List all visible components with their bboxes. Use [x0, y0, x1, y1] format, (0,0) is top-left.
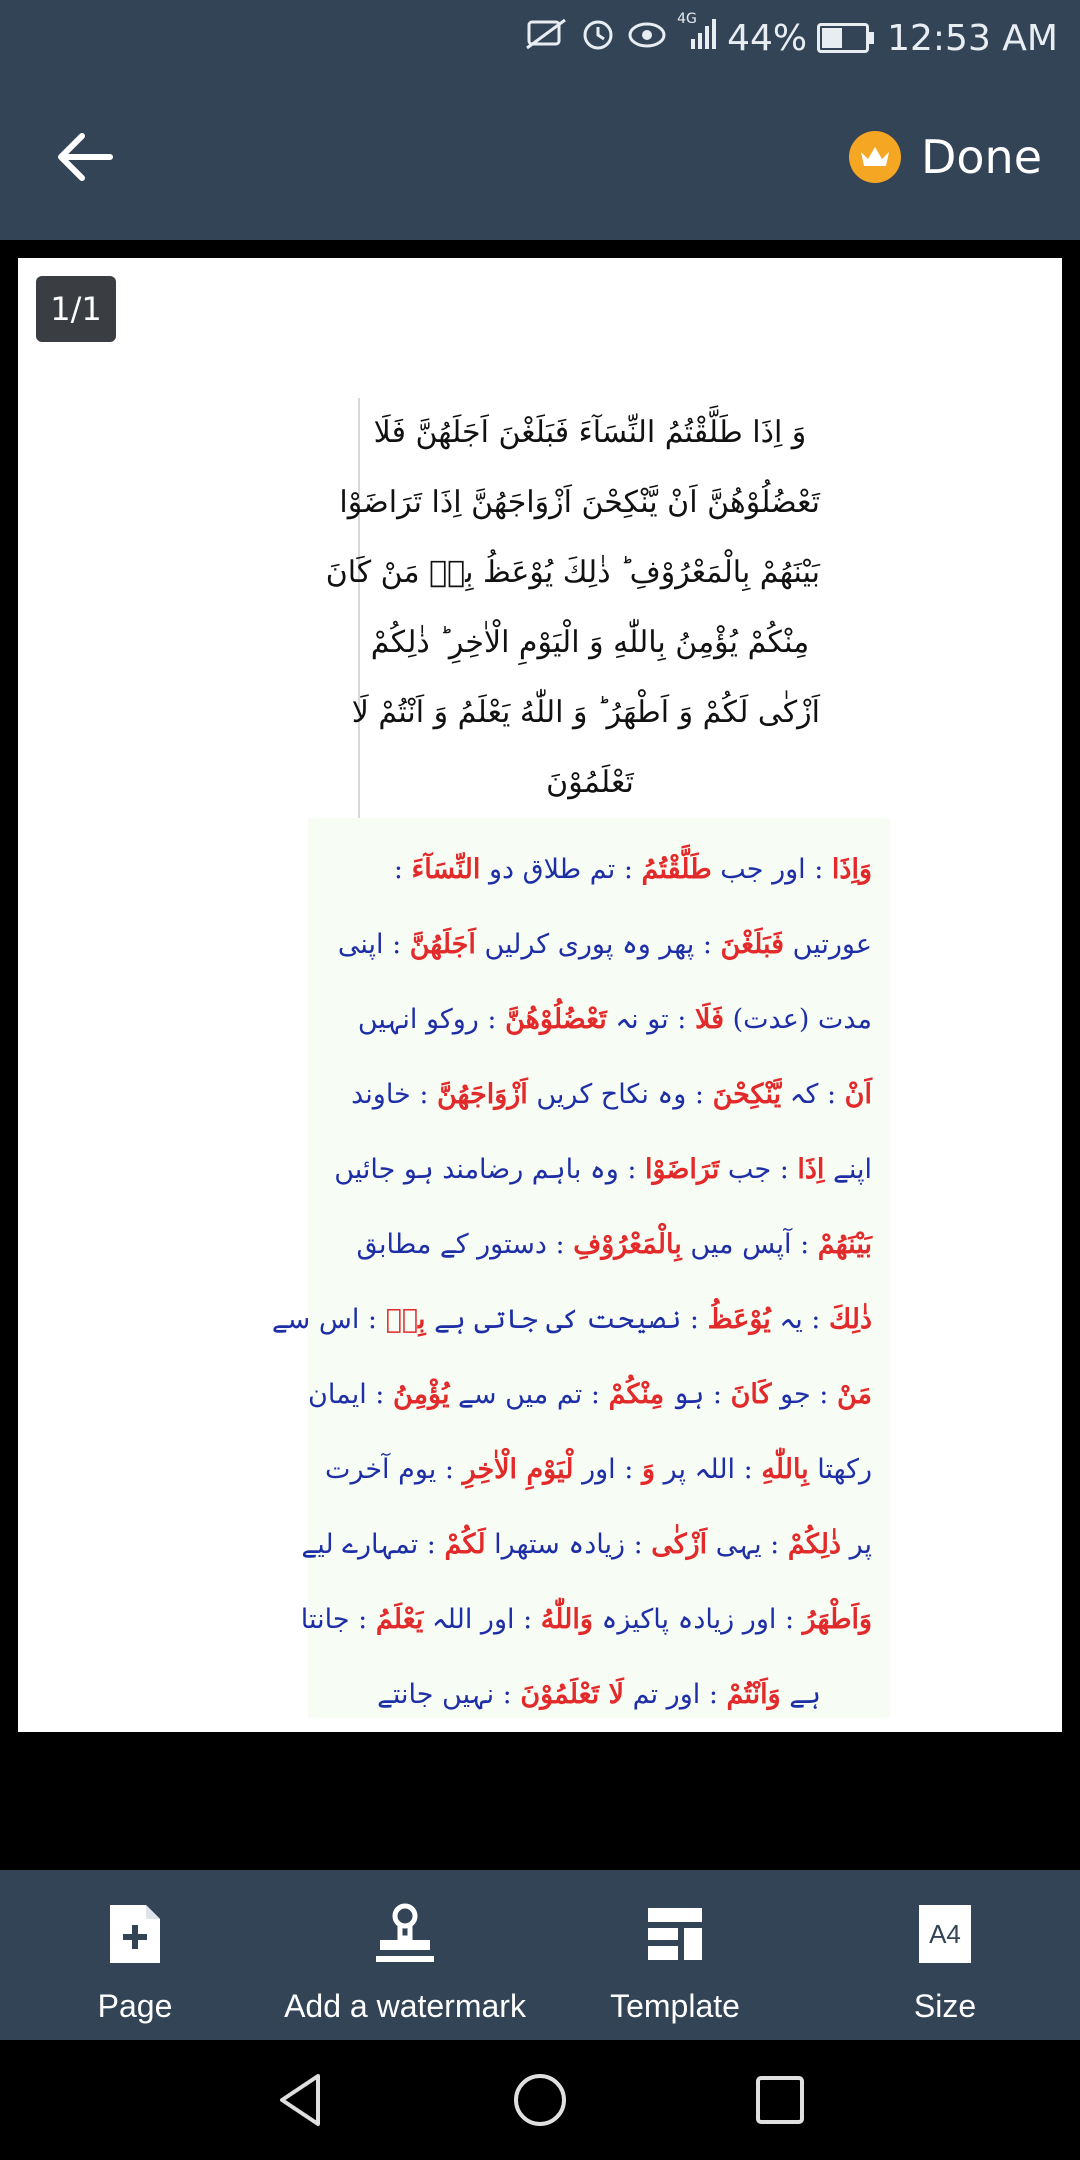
arabic-term: لَا تَعْلَمُوْنَ: [520, 1679, 625, 1710]
urdu-meaning: : اس سے: [271, 1304, 386, 1335]
urdu-meaning: : یوم آخرت: [325, 1454, 463, 1485]
arabic-term: يَّنْكِحْنَ: [712, 1079, 782, 1110]
urdu-meaning: : اور جب: [711, 854, 832, 885]
urdu-meaning: : اور: [573, 1454, 642, 1485]
translation-line: [326, 832, 872, 907]
urdu-meaning: : یہی: [707, 1529, 788, 1560]
urdu-meaning: ہے: [780, 1679, 821, 1710]
arabic-term: بِالْمَعْرُوْفِ: [573, 1229, 682, 1260]
done-label: Done: [920, 130, 1042, 184]
arabic-term: ذٰلِكَ: [828, 1304, 872, 1335]
arabic-term: اَنْ: [844, 1079, 872, 1110]
a4-icon-text: A4: [919, 1905, 971, 1963]
urdu-meaning: : تم طلاق دو: [480, 854, 642, 885]
urdu-meaning: : جانتا: [300, 1604, 376, 1635]
urdu-meaning: : ہو: [664, 1379, 731, 1410]
system-nav-bar: [0, 2040, 1080, 2160]
eye-icon: [627, 18, 667, 59]
urdu-meaning: : اور اللہ: [423, 1604, 541, 1635]
arabic-term: طَلَّقْتُمُ: [641, 854, 712, 885]
size-tool-button[interactable]: [870, 1870, 1020, 2040]
urdu-meaning: : اپنی: [337, 929, 410, 960]
signal-icon: [677, 10, 717, 60]
urdu-meaning: پر: [841, 1529, 872, 1560]
arabic-term: مِنْكُمْ: [608, 1379, 665, 1410]
arabic-term: ذٰلِكُمْ: [787, 1529, 841, 1560]
arabic-term: يَعْلَمُ: [375, 1604, 424, 1635]
network-type: 4G: [677, 10, 697, 27]
app-bar: [0, 0, 1080, 240]
arabic-term: فَلَا: [694, 1004, 724, 1035]
arabic-term: وَاَطْهَرُ: [802, 1604, 872, 1635]
nav-recents-icon[interactable]: [740, 2060, 820, 2140]
urdu-meaning: : ایمان: [308, 1379, 393, 1410]
urdu-meaning: : نصیحت کی جاتی ہے: [425, 1304, 708, 1335]
a4-size-icon: [919, 1900, 971, 1968]
stamp-icon: [374, 1900, 436, 1968]
arabic-term: بِاللّٰهِ: [761, 1454, 809, 1485]
arabic-term: كَانَ: [730, 1379, 772, 1410]
document-preview[interactable]: [0, 240, 1080, 1870]
quran-ayah-text: [325, 398, 820, 818]
translation-line: [326, 1432, 872, 1507]
status-bar: [525, 10, 1058, 62]
template-tool-button[interactable]: [600, 1870, 750, 2040]
page-indicator: 1/1: [36, 276, 116, 342]
ayah-line: تَعْلَمُوْنَ: [546, 765, 634, 800]
done-button[interactable]: [849, 130, 1042, 184]
size-tool-label: Size: [913, 1988, 977, 2024]
urdu-meaning: : روکو انہیں: [357, 1004, 506, 1035]
no-sim-icon: [525, 16, 569, 61]
arabic-term: فَبَلَغْنَ: [720, 929, 785, 960]
urdu-meaning: : تو نہ: [606, 1004, 695, 1035]
translation-line: [300, 1582, 872, 1657]
arabic-term: تَرَاضَوْا: [645, 1154, 720, 1185]
translation-line: [326, 982, 872, 1057]
translation-line: [326, 1132, 872, 1207]
urdu-meaning: : یہ: [770, 1304, 829, 1335]
arabic-term: تَعْضُلُوْهُنَّ: [505, 1004, 607, 1035]
arabic-term: وَاللّٰهُ: [540, 1604, 593, 1635]
ayah-line: اَزْكٰى لَكُمْ وَ اَطْهَرُ ؕ وَ اللّٰهُ يَعْلَمُ وَ اَنْتُمْ لَا: [351, 695, 820, 730]
arabic-term: لْيَوْمِ الْاٰخِرِ: [462, 1454, 574, 1485]
arabic-term: وَاَنْتُمْ: [726, 1679, 781, 1710]
translation-line: [271, 1282, 872, 1357]
nav-home-icon[interactable]: [500, 2060, 580, 2140]
template-icon: [646, 1900, 704, 1968]
translation-line: [326, 1657, 872, 1732]
arabic-term: اَجَلَهُنَّ: [409, 929, 476, 960]
urdu-meaning: رکھتا: [808, 1454, 872, 1485]
urdu-meaning: : تم میں سے: [449, 1379, 609, 1410]
urdu-meaning: مدت (عدت): [724, 1004, 872, 1035]
urdu-meaning: : تمہارے لیے: [301, 1529, 445, 1560]
ayah-line: مِنْكُمْ يُؤْمِنُ بِاللّٰهِ وَ الْيَوْمِ الْاٰخِرِ ؕ ذٰلِكُمْ: [370, 625, 810, 660]
translation-line: [326, 1057, 872, 1132]
ayah-line: بَيْنَهُمْ بِالْمَعْرُوْفِ ؕ ذٰلِكَ يُوْعَظُ بِهٖ مَنْ كَانَ: [325, 555, 820, 590]
urdu-meaning: اپنے: [824, 1154, 872, 1185]
urdu-meaning: : آپس میں: [681, 1229, 818, 1260]
urdu-meaning: : وہ باہم رضامند ہو جائیں: [334, 1154, 646, 1185]
page-tool-button[interactable]: [60, 1870, 210, 2040]
arabic-term: اَزْوَاجَهُنَّ: [437, 1079, 528, 1110]
arabic-term: اِذَا: [797, 1154, 825, 1185]
translation-line: [326, 1207, 872, 1282]
arabic-term: اَزْكٰى: [651, 1529, 708, 1560]
add-page-icon: [106, 1900, 164, 1968]
urdu-meaning: : خاوند: [351, 1079, 437, 1110]
battery-fill: [822, 28, 842, 48]
arabic-term: النِّسَآءَ: [411, 854, 481, 885]
translation-line: [301, 1507, 872, 1582]
arabic-term: لَكُمْ: [444, 1529, 486, 1560]
urdu-meaning: : جب: [719, 1154, 798, 1185]
urdu-meaning: : جو: [771, 1379, 837, 1410]
urdu-meaning: : نہیں جانتے: [377, 1679, 521, 1710]
battery-percent: 44%: [727, 17, 808, 59]
urdu-meaning: : زیادہ ستھرا: [485, 1529, 652, 1560]
template-tool-label: Template: [610, 1988, 740, 2024]
page-tool-label: Page: [97, 1988, 173, 2024]
clock: 12:53 AM: [887, 17, 1058, 59]
word-translation-box: [271, 818, 890, 1718]
ayah-line: تَعْضُلُوْهُنَّ اَنْ يَّنْكِحْنَ اَزْوَاجَهُنَّ اِذَا تَرَاضَوْا: [339, 485, 820, 520]
arabic-term: يُؤْمِنُ: [392, 1379, 450, 1410]
arrow-left-icon: [50, 122, 120, 192]
nav-back-icon[interactable]: [260, 2060, 340, 2140]
urdu-meaning: :: [393, 854, 412, 885]
arabic-term: وَاِذَا: [831, 854, 872, 885]
urdu-meaning: : دستور کے مطابق: [356, 1229, 574, 1260]
ayah-line: وَ اِذَا طَلَّقْتُمُ النِّسَآءَ فَبَلَغْنَ اَجَلَهُنَّ فَلَا: [373, 415, 807, 450]
urdu-meaning: : وہ نکاح کریں: [527, 1079, 713, 1110]
back-button[interactable]: [50, 122, 120, 192]
urdu-meaning: : پھر وہ پوری کرلیں: [475, 929, 721, 960]
arabic-term: بَيْنَهُمْ: [817, 1229, 872, 1260]
alarm-icon: [579, 15, 617, 62]
urdu-meaning: : اور زیادہ پاکیزہ: [592, 1604, 803, 1635]
arabic-term: يُوْعَظُ: [707, 1304, 771, 1335]
urdu-meaning: عورتیں: [784, 929, 872, 960]
translation-line: [308, 1357, 872, 1432]
urdu-meaning: : اور تم: [624, 1679, 727, 1710]
crown-icon: [849, 131, 901, 183]
urdu-meaning: : کہ: [781, 1079, 845, 1110]
arabic-term: وَ: [641, 1454, 655, 1485]
urdu-meaning: : اللہ پر: [654, 1454, 762, 1485]
translation-line: [326, 907, 872, 982]
battery-icon: [817, 23, 869, 53]
bottom-toolbar: [0, 1870, 1080, 2040]
arabic-term: مَنْ: [836, 1379, 872, 1410]
watermark-tool-button[interactable]: [270, 1870, 540, 2040]
arabic-term: بِهٖ: [385, 1304, 426, 1335]
watermark-tool-label: Add a watermark: [284, 1988, 526, 2024]
preview-page[interactable]: [18, 258, 1062, 1732]
